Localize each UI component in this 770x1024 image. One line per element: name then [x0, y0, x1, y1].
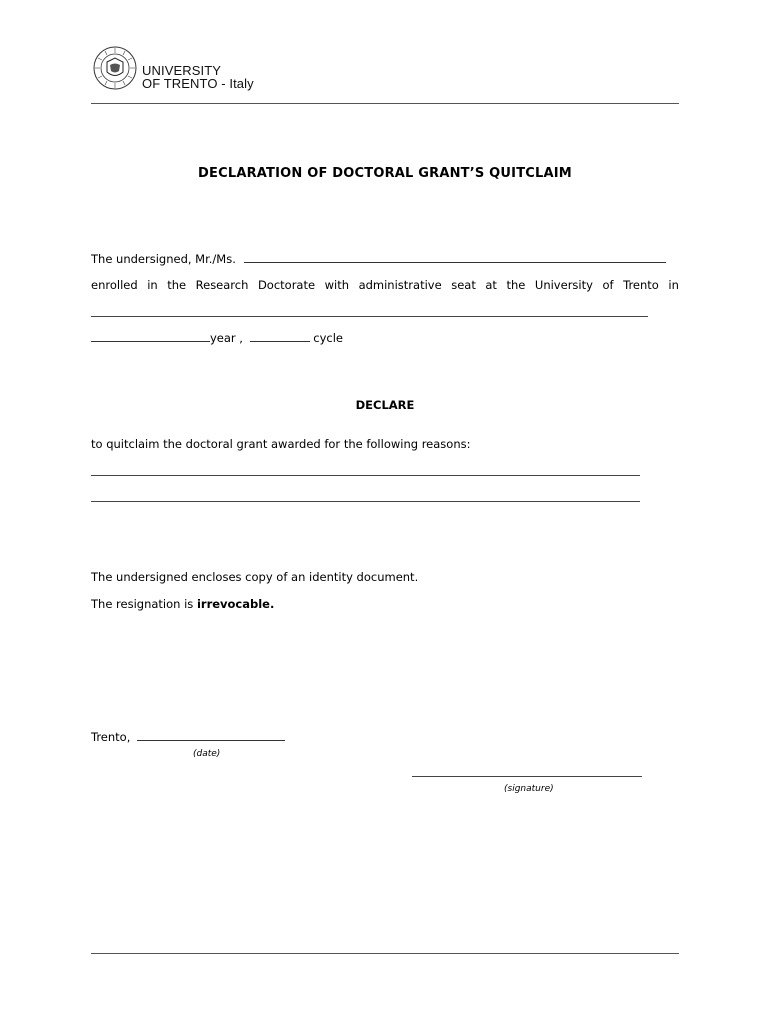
undersigned-label: The undersigned, Mr./Ms.: [91, 252, 236, 266]
enrolled-word: the: [167, 278, 187, 292]
enrolled-word: administrative: [358, 278, 442, 292]
enrolled-word: Research: [195, 278, 249, 292]
reasons-text: to quitclaim the doctoral grant awarded for the following reasons:: [91, 437, 471, 451]
reason-line-2[interactable]: [91, 501, 640, 502]
date-caption: (date): [193, 749, 221, 759]
enrolled-word: at: [485, 278, 497, 292]
enrolled-word: University: [534, 278, 593, 292]
enrolled-word: in: [668, 278, 679, 292]
cycle-label: cycle: [313, 331, 344, 345]
name-field[interactable]: [244, 252, 666, 263]
university-name-line1: UNIVERSITY: [142, 63, 222, 78]
enrolled-word: Doctorate: [257, 278, 316, 292]
enrolled-word: Trento: [623, 278, 659, 292]
resignation-bold: irrevocable.: [196, 597, 275, 611]
date-field[interactable]: [137, 730, 285, 741]
declare-heading: DECLARE: [355, 398, 415, 412]
place-date-row: [91, 730, 285, 744]
university-name-line2: OF TRENTO - Italy: [142, 76, 254, 91]
cycle-field[interactable]: [250, 331, 310, 342]
signature-field[interactable]: [412, 776, 642, 777]
encloses-text: The undersigned encloses copy of an identity document.: [91, 570, 419, 584]
footer-rule: [91, 953, 679, 954]
undersigned-row: [91, 252, 666, 266]
doctorate-field[interactable]: [91, 316, 648, 317]
enrolled-word: with: [324, 278, 350, 292]
year-field[interactable]: [91, 331, 210, 342]
signature-caption: (signature): [504, 784, 554, 794]
year-cycle-row: [91, 331, 343, 345]
enrolled-word: enrolled: [91, 278, 138, 292]
enrolled-word: seat: [451, 278, 476, 292]
enrolled-word: of: [602, 278, 614, 292]
enrolled-word: in: [147, 278, 158, 292]
university-seal-logo: [93, 46, 137, 90]
enrolled-word: the: [506, 278, 526, 292]
reason-line-1[interactable]: [91, 475, 640, 476]
university-wordmark: [142, 64, 254, 90]
header-rule: [91, 103, 679, 104]
year-label: year ,: [210, 331, 243, 345]
resignation-prefix: The resignation is: [91, 597, 194, 611]
document-title: DECLARATION OF DOCTORAL GRANT’S QUITCLAIM: [198, 166, 572, 181]
place-label: Trento,: [91, 730, 131, 744]
resignation-row: [91, 597, 274, 611]
enrolled-row: [91, 278, 679, 292]
